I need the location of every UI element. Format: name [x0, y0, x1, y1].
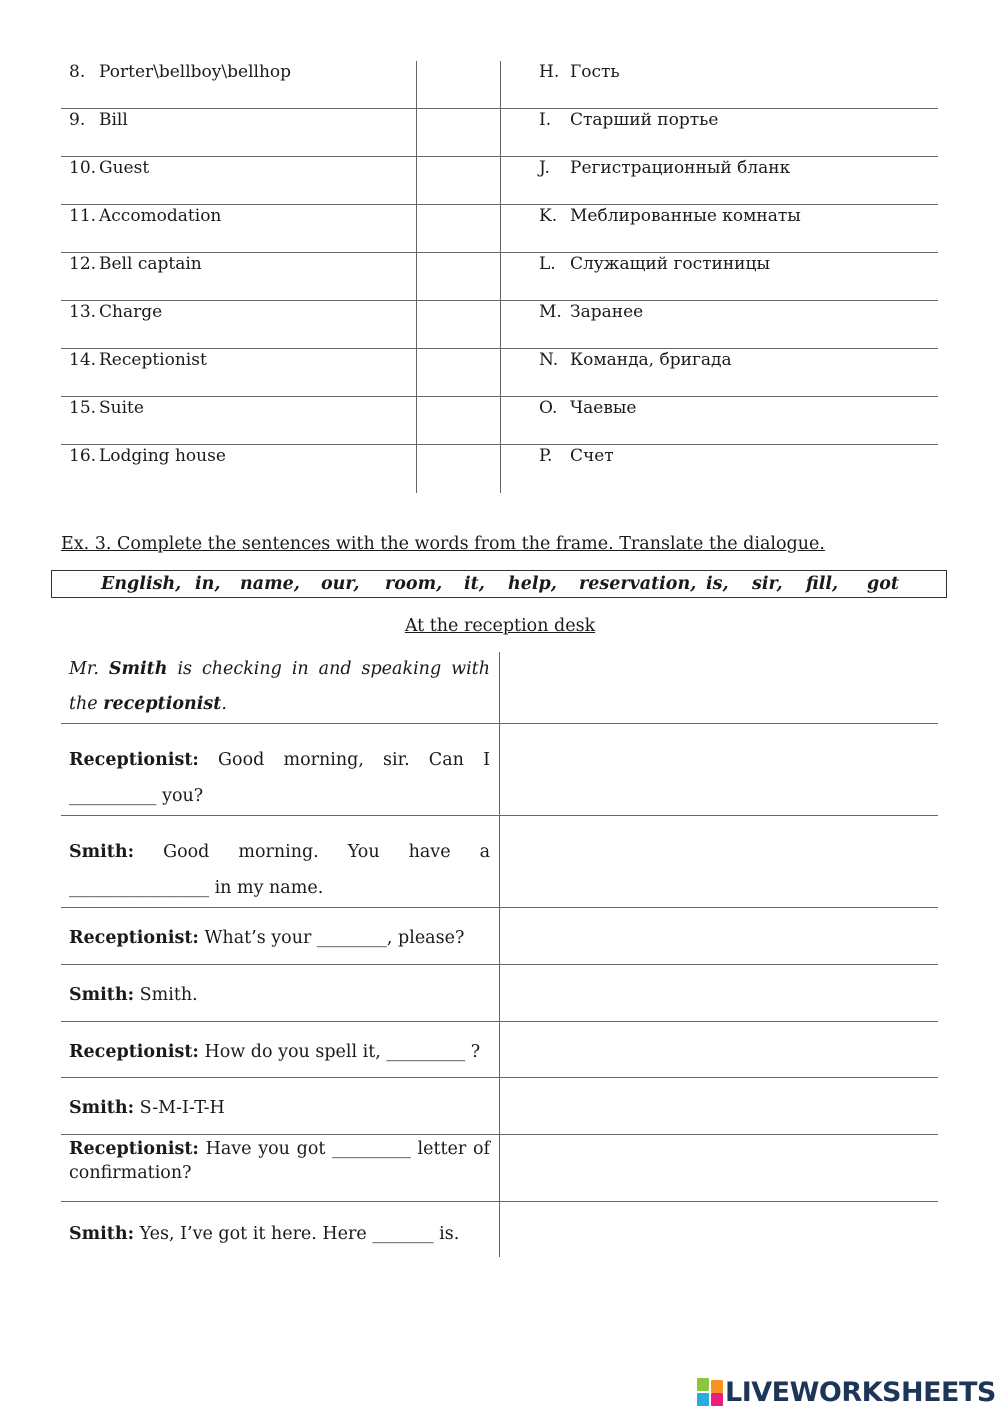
logo-square — [711, 1380, 723, 1393]
speaker: Receptionist: — [69, 928, 199, 948]
logo-square — [711, 1393, 723, 1406]
term-text: Charge — [99, 302, 163, 322]
dialogue-text — [69, 742, 490, 814]
dialogue-line — [61, 1135, 938, 1202]
term-number: 9. — [69, 110, 86, 130]
term-text: Bell captain — [99, 254, 202, 274]
dialogue-title: At the reception desk — [404, 616, 596, 636]
term-text: Bill — [99, 110, 128, 130]
term-cell — [69, 205, 221, 228]
term-cell — [69, 445, 226, 468]
term-cell — [69, 349, 207, 372]
word-bank-item: English, — [101, 574, 182, 594]
term-number: 15. — [69, 398, 97, 418]
translation-cell — [539, 109, 718, 132]
matching-row — [61, 205, 938, 253]
line-text: Smith. — [134, 985, 198, 1005]
term-cell — [69, 397, 144, 420]
logo-square — [697, 1393, 709, 1406]
speaker: Smith: — [69, 1224, 135, 1244]
term-cell — [69, 109, 128, 132]
word-bank-item: name, — [240, 574, 300, 594]
matching-row — [61, 349, 938, 397]
word-bank-item: is, — [706, 574, 729, 594]
dialogue-line — [61, 1202, 938, 1257]
translation-letter: L. — [539, 254, 556, 274]
translation-text: Меблированные комнаты — [570, 206, 801, 226]
matching-row — [61, 157, 938, 205]
liveworksheets-logo-text: LIVEWORKSHEETS — [725, 1377, 996, 1408]
line-text: Yes, I’ve got it here. Here _______ is. — [134, 1224, 460, 1244]
term-cell — [69, 301, 162, 324]
term-text: Guest — [99, 158, 150, 178]
line-text: Good morning. You have a ________________ in my name. — [69, 842, 490, 898]
dialogue-text — [69, 983, 490, 1007]
translation-letter: I. — [539, 110, 552, 130]
dialogue-text — [69, 1137, 490, 1185]
translation-text: Команда, бригада — [570, 350, 732, 370]
translation-letter: P. — [539, 446, 553, 466]
translation-letter: H. — [539, 62, 560, 82]
exercise-heading: Ex. 3. Complete the sentences with the words from the frame. Translate the dialogue. — [61, 534, 825, 554]
term-number: 12. — [69, 254, 97, 274]
line-text: Good morning, sir. Can I __________ you? — [69, 750, 490, 806]
matching-row — [61, 301, 938, 349]
dialogue-intro — [69, 652, 490, 722]
dialogue-line — [61, 1078, 938, 1135]
term-number: 10. — [69, 158, 97, 178]
intro-text: . — [221, 694, 227, 714]
matching-row — [61, 397, 938, 445]
dialogue-line — [61, 965, 938, 1022]
dialogue-line — [61, 724, 938, 816]
term-number: 14. — [69, 350, 97, 370]
translation-cell — [539, 157, 790, 180]
intro-role: receptionist — [103, 694, 222, 714]
word-bank-item: help, — [508, 574, 557, 594]
matching-table — [61, 61, 938, 493]
term-cell — [69, 253, 202, 276]
dialogue-text — [69, 1096, 490, 1120]
speaker: Receptionist: — [69, 750, 199, 770]
translation-text: Регистрационный бланк — [570, 158, 791, 178]
translation-text: Счет — [570, 446, 614, 466]
word-bank-item: fill, — [806, 574, 839, 594]
translation-text: Заранее — [570, 302, 644, 322]
word-bank-item: room, — [385, 574, 443, 594]
dialogue-text — [69, 926, 490, 950]
translation-cell — [539, 301, 643, 324]
word-bank-item: reservation, — [579, 574, 697, 594]
speaker: Smith: — [69, 1098, 135, 1118]
speaker: Receptionist: — [69, 1042, 199, 1062]
dialogue-row-intro — [61, 652, 938, 724]
dialogue-text — [69, 1040, 490, 1064]
term-cell — [69, 61, 291, 84]
matching-row — [61, 61, 938, 109]
translation-cell — [539, 61, 620, 84]
line-text: How do you spell it, _________ ? — [198, 1042, 481, 1062]
translation-cell — [539, 349, 732, 372]
word-bank-frame — [51, 570, 947, 598]
term-number: 8. — [69, 62, 86, 82]
word-bank-item: sir, — [752, 574, 783, 594]
translation-cell — [539, 253, 770, 276]
term-text: Lodging house — [99, 446, 226, 466]
term-text: Accomodation — [99, 206, 222, 226]
translation-letter: K. — [539, 206, 558, 226]
matching-row — [61, 445, 938, 493]
line-text: What’s your ________, please? — [198, 928, 465, 948]
dialogue-line — [61, 1022, 938, 1078]
logo-square — [697, 1378, 709, 1391]
line-text: Have you got _________ letter of confirmation? — [69, 1139, 490, 1183]
dialogue-text — [69, 834, 490, 906]
speaker: Smith: — [69, 842, 135, 862]
dialogue-text — [69, 1222, 490, 1246]
liveworksheets-logo-icon — [697, 1378, 725, 1408]
liveworksheets-logo — [697, 1376, 996, 1412]
word-bank-item: our, — [321, 574, 360, 594]
translation-letter: O. — [539, 398, 558, 418]
dialogue-line — [61, 816, 938, 908]
translation-cell — [539, 205, 801, 228]
translation-text: Старший портье — [570, 110, 719, 130]
translation-letter: J. — [539, 158, 550, 178]
word-bank-item: in, — [195, 574, 221, 594]
intro-name: Smith — [108, 659, 168, 679]
intro-text: Mr. — [69, 659, 109, 679]
dialogue-line — [61, 908, 938, 965]
speaker: Receptionist: — [69, 1139, 199, 1159]
line-text: S-M-I-T-H — [134, 1098, 225, 1118]
term-number: 11. — [69, 206, 97, 226]
intro-text: is checking in and speaking with the — [69, 659, 490, 714]
translation-letter: M. — [539, 302, 562, 322]
translation-cell — [539, 445, 614, 468]
translation-text: Служащий гостиницы — [570, 254, 770, 274]
matching-row — [61, 109, 938, 157]
term-text: Receptionist — [99, 350, 207, 370]
translation-text: Гость — [570, 62, 620, 82]
term-cell — [69, 157, 149, 180]
matching-row — [61, 253, 938, 301]
translation-letter: N. — [539, 350, 559, 370]
translation-text: Чаевые — [570, 398, 637, 418]
translation-cell — [539, 397, 637, 420]
term-number: 16. — [69, 446, 97, 466]
term-number: 13. — [69, 302, 97, 322]
term-text: Porter\bellboy\bellhop — [99, 62, 292, 82]
word-bank-item: got — [867, 574, 899, 594]
speaker: Smith: — [69, 985, 135, 1005]
term-text: Suite — [99, 398, 144, 418]
word-bank-item: it, — [464, 574, 485, 594]
